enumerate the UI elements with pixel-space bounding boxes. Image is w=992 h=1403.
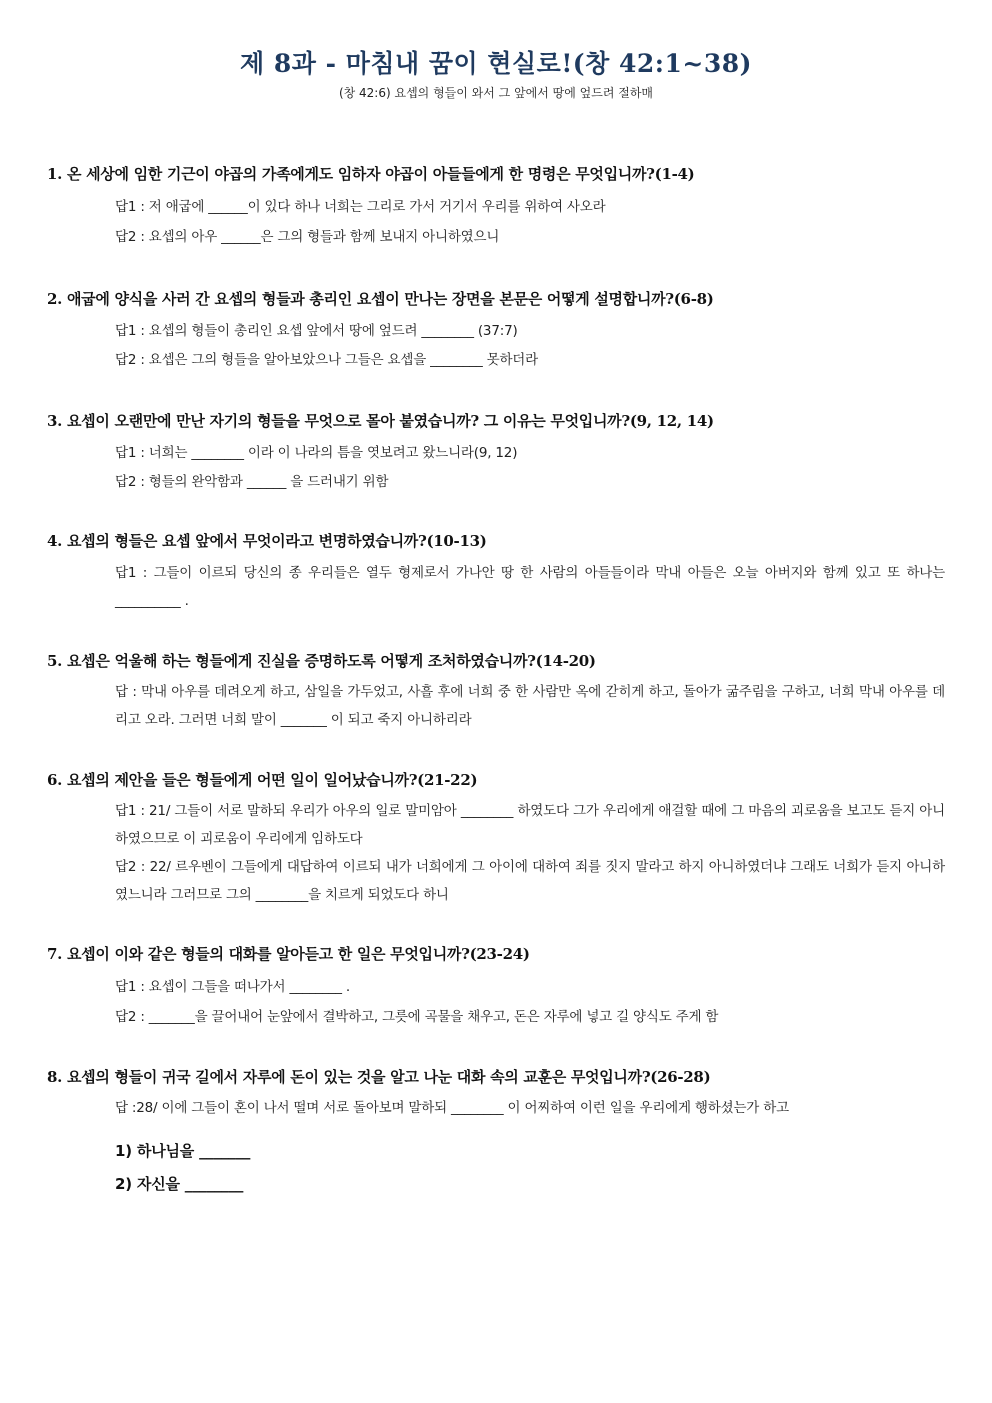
answer-4-1: 답1 : 그들이 이르되 당신의 종 우리들은 열두 형제로서 가나안 땅 한 사람의 아들들이라 막내 아들은 오늘 아버지와 함께 있고 또 하나는 __________ .: [115, 565, 945, 609]
question-7: 7. 요셉이 이와 같은 형들의 대화를 알아듣고 한 일은 무엇입니까?(23-24): [47, 945, 530, 963]
answer-8-sub-2: 2) 자신을 ________: [115, 1175, 244, 1193]
answer-3-1: 답1 : 너희는 ________ 이라 이 나라의 틈을 엿보려고 왔느니라(9, 12): [115, 445, 518, 461]
question-8: 8. 요셉의 형들이 귀국 길에서 자루에 돈이 있는 것을 알고 나눈 대화 속의 교훈은 무엇입니까?(26-28): [47, 1068, 711, 1086]
question-4: 4. 요셉의 형들은 요셉 앞에서 무엇이라고 변명하였습니까?(10-13): [47, 532, 487, 550]
answer-6-1: 답1 : 21/ 그들이 서로 말하되 우리가 아우의 일로 말미암아 ________ 하였도다 그가 우리에게 애걸할 때에 그 마음의 괴로움을 보고도 듣지 아니하였으므로 이 괴로움이 우리에게 임하도다: [115, 803, 945, 847]
answer-2-1: 답1 : 요셉의 형들이 총리인 요셉 앞에서 땅에 엎드려 ________ (37:7): [115, 323, 518, 339]
answer-2-2: 답2 : 요셉은 그의 형들을 알아보았으나 그들은 요셉을 ________ 못하더라: [115, 352, 538, 368]
answer-7-2: 답2 : _______을 끌어내어 눈앞에서 결박하고, 그릇에 곡물을 채우고, 돈은 자루에 넣고 길 양식도 주게 함: [115, 1009, 719, 1025]
question-3: 3. 요셉이 오랜만에 만난 자기의 형들을 무엇으로 몰아 붙였습니까? 그 이유는 무엇입니까?(9, 12, 14): [47, 412, 714, 430]
answer-1-2: 답2 : 요셉의 아우 ______은 그의 형들과 함께 보내지 아니하였으니: [115, 229, 500, 245]
answer-6-2: 답2 : 22/ 르우벤이 그들에게 대답하여 이르되 내가 너희에게 그 아이에 대하여 죄를 짓지 말라고 하지 아니하였더냐 그래도 너희가 듣지 아니하였느니라 그러므로 그의 ________을 치르게 되었도다 하니: [115, 859, 945, 903]
answer-8-1: 답 :28/ 이에 그들이 혼이 나서 떨며 서로 돌아보며 말하되 ________ 이 어찌하여 이런 일을 우리에게 행하셨는가 하고: [115, 1100, 789, 1116]
answer-1-1: 답1 : 저 애굽에 ______이 있다 하나 너희는 그리로 가서 거기서 우리를 위하여 사오라: [115, 199, 606, 215]
answer-8-sub-1: 1) 하나님을 _______: [115, 1142, 251, 1160]
question-5: 5. 요셉은 억울해 하는 형들에게 진실을 증명하도록 어떻게 조처하였습니까?(14-20): [47, 652, 596, 670]
page-subtitle: (창 42:6) 요셉의 형들이 와서 그 앞에서 땅에 엎드려 절하매: [338, 86, 654, 100]
answer-3-2: 답2 : 형들의 완악함과 ______ 을 드러내기 위함: [115, 474, 389, 490]
answer-7-1: 답1 : 요셉이 그들을 떠나가서 ________ .: [115, 979, 351, 995]
question-2: 2. 애굽에 양식을 사러 간 요셉의 형들과 총리인 요셉이 만나는 장면을 본문은 어떻게 설명합니까?(6-8): [47, 290, 714, 308]
question-6: 6. 요셉의 제안을 들은 형들에게 어떤 일이 일어났습니까?(21-22): [47, 771, 478, 789]
answer-5-1: 답 : 막내 아우를 데려오게 하고, 삼일을 가두었고, 사흘 후에 너희 중 한 사람만 옥에 갇히게 하고, 돌아가 굶주림을 구하고, 너희 막내 아우를 데리고 오라. 그러면 너희 말이 _______ 이 되고 죽지 아니하리라: [115, 684, 945, 728]
page-title: 제 8과 - 마침내 꿈이 현실로!(창 42:1~38): [240, 49, 752, 78]
question-1: 1. 온 세상에 임한 기근이 야곱의 가족에게도 임하자 야곱이 아들들에게 한 명령은 무엇입니까?(1-4): [47, 165, 695, 183]
